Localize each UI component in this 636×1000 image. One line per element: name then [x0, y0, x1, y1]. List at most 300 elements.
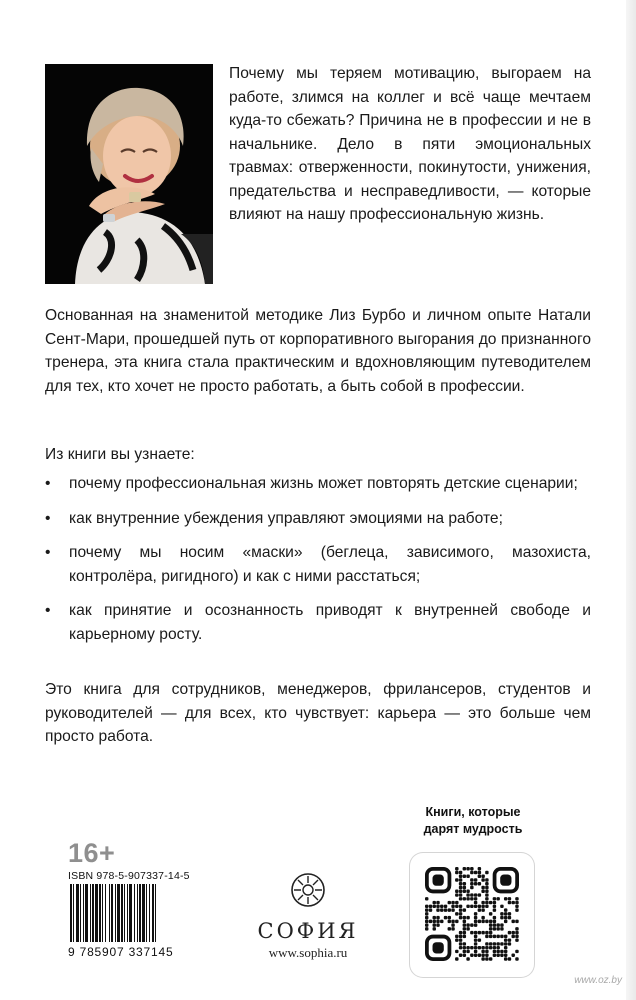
qr-module [500, 935, 503, 938]
qr-module [489, 927, 492, 930]
barcode-bar [80, 884, 81, 942]
qr-module [504, 957, 507, 960]
qr-module [496, 953, 499, 956]
qr-module [463, 927, 466, 930]
qr-module [478, 931, 481, 934]
qr-module [459, 890, 462, 893]
qr-module [481, 901, 484, 904]
qr-module [444, 905, 447, 908]
qr-module [451, 927, 454, 930]
qr-module [515, 957, 518, 960]
qr-module [485, 901, 488, 904]
qr-module [489, 931, 492, 934]
author-photo [45, 64, 213, 284]
qr-module [481, 886, 484, 889]
qr-module [466, 957, 469, 960]
barcode-bar [121, 884, 123, 942]
qr-module [459, 882, 462, 885]
qr-module [515, 927, 518, 930]
qr-module [515, 897, 518, 900]
qr-module [463, 953, 466, 956]
qr-module [436, 916, 439, 919]
qr-module [433, 916, 436, 919]
qr-module [500, 912, 503, 915]
barcode-bar [105, 884, 106, 942]
qr-module [463, 882, 466, 885]
qr-module [478, 946, 481, 949]
qr-module [463, 890, 466, 893]
qr-module [459, 931, 462, 934]
qr-module [504, 897, 507, 900]
description-paragraph: Основанная на знаменитой методике Лиз Бурбо и личном опыте Натали Сент-Мари, прошедшей путь от корпоративного выгорания до признанного тренера, эта книга стала практическим и вдохновляющим путеводителем для тех, кто хочет не просто работать, а быть собой в профессии. [45, 307, 591, 395]
qr-module [515, 901, 518, 904]
list-item [45, 507, 591, 531]
qr-code [425, 867, 519, 961]
barcode-bar [146, 884, 147, 942]
qr-module [500, 927, 503, 930]
qr-module [459, 893, 462, 896]
qr-module [474, 946, 477, 949]
qr-module [474, 938, 477, 941]
barcode-bar [111, 884, 113, 942]
qr-module [455, 890, 458, 893]
qr-module [508, 942, 511, 945]
qr-module [485, 893, 488, 896]
qr-module [466, 890, 469, 893]
list-item [45, 541, 591, 588]
qr-module [470, 893, 473, 896]
list-item-text: как внутренние убеждения управляют эмоциями на работе; [69, 509, 503, 527]
qr-module [459, 953, 462, 956]
qr-module [474, 912, 477, 915]
qr-module [455, 920, 458, 923]
qr-module [500, 923, 503, 926]
publisher-name: СОФИЯ [257, 919, 359, 943]
qr-module [493, 927, 496, 930]
qr-module [433, 901, 436, 904]
qr-module [504, 916, 507, 919]
qr-module [515, 938, 518, 941]
qr-module [496, 935, 499, 938]
qr-module [508, 938, 511, 941]
age-rating: 16+ [68, 838, 116, 868]
qr-module [504, 938, 507, 941]
qr-module [470, 867, 473, 870]
qr-module [489, 901, 492, 904]
qr-module [474, 916, 477, 919]
qr-module [466, 897, 469, 900]
qr-module [478, 875, 481, 878]
qr-module [466, 916, 469, 919]
qr-module [451, 923, 454, 926]
list-item [45, 599, 591, 646]
qr-module [451, 920, 454, 923]
qr-module [455, 878, 458, 881]
qr-module [455, 935, 458, 938]
qr-module [481, 950, 484, 953]
barcode-bar [139, 884, 141, 942]
qr-module [478, 871, 481, 874]
isbn-label: ISBN 978-5-907337-14-5 [68, 870, 190, 882]
qr-module [470, 931, 473, 934]
qr-module [448, 927, 451, 930]
qr-module [436, 908, 439, 911]
qr-module [485, 942, 488, 945]
qr-module [429, 905, 432, 908]
qr-module [459, 886, 462, 889]
qr-module [493, 901, 496, 904]
qr-code-frame [409, 852, 535, 978]
list-lead: Из книги вы узнаете: [45, 446, 195, 463]
barcode-bar [127, 884, 128, 942]
qr-module [485, 953, 488, 956]
qr-module [515, 905, 518, 908]
qr-module [504, 912, 507, 915]
qr-module [511, 953, 514, 956]
qr-module [515, 950, 518, 953]
qr-module [459, 875, 462, 878]
qr-module [504, 942, 507, 945]
qr-module [478, 953, 481, 956]
qr-module [463, 886, 466, 889]
barcode-bar [99, 884, 101, 942]
qr-module [485, 950, 488, 953]
qr-module [474, 901, 477, 904]
qr-module [455, 957, 458, 960]
qr-module [493, 935, 496, 938]
qr-module [470, 886, 473, 889]
publisher-logo [238, 870, 378, 961]
isbn-block [68, 870, 210, 959]
qr-module [500, 942, 503, 945]
barcode-bar [85, 884, 88, 942]
qr-module [455, 867, 458, 870]
qr-module [504, 920, 507, 923]
qr-module [481, 875, 484, 878]
intro-paragraph: Почему мы теряем мотивацию, выгораем на работе, злимся на коллег и всё чаще мечтаем куда-то сбежать? Причина не в профессии и не в начальнике. Дело в пяти эмоциональных травмах: отверженности, покинутости, унижения, предательства и несправедливости, — которые влияют на нашу профессиональную жизнь. [229, 65, 591, 223]
qr-module [481, 916, 484, 919]
qr-module [436, 920, 439, 923]
barcode-bar [142, 884, 145, 942]
barcode-bar [149, 884, 150, 942]
qr-module [425, 912, 428, 915]
qr-module [474, 882, 477, 885]
qr-module [481, 878, 484, 881]
qr-module [504, 953, 507, 956]
qr-module [493, 897, 496, 900]
qr-module [478, 905, 481, 908]
qr-module [481, 946, 484, 949]
qr-module [466, 923, 469, 926]
qr-module [455, 905, 458, 908]
qr-module [463, 908, 466, 911]
barcode-bar [70, 884, 72, 942]
qr-module [459, 905, 462, 908]
qr-module [459, 878, 462, 881]
qr-module [425, 923, 428, 926]
list-item-text: почему мы носим «маски» (беглеца, зависимого, мазохиста, контролёра, ригидного) и как с ними расстаться; [69, 544, 591, 585]
qr-module [429, 908, 432, 911]
qr-module [489, 920, 492, 923]
qr-module [455, 893, 458, 896]
qr-module [455, 950, 458, 953]
qr-module [463, 942, 466, 945]
qr-module [508, 931, 511, 934]
barcode-bar [92, 884, 94, 942]
qr-module [463, 875, 466, 878]
qr-module [500, 950, 503, 953]
qr-module [474, 920, 477, 923]
qr-module [485, 905, 488, 908]
qr-module [455, 938, 458, 941]
qr-module [459, 871, 462, 874]
qr-module [433, 927, 436, 930]
qr-module [448, 920, 451, 923]
qr-module [481, 931, 484, 934]
barcode-bar [152, 884, 154, 942]
qr-module [470, 923, 473, 926]
qr-module [496, 942, 499, 945]
qr-module [470, 897, 473, 900]
barcode-bar [124, 884, 125, 942]
qr-module [470, 882, 473, 885]
qr-module [451, 905, 454, 908]
qr-module [425, 920, 428, 923]
qr-module [511, 901, 514, 904]
qr-module [511, 920, 514, 923]
qr-module [511, 931, 514, 934]
qr-module [455, 901, 458, 904]
qr-module [493, 942, 496, 945]
qr-finder-pattern [495, 869, 518, 892]
qr-module [455, 912, 458, 915]
qr-module [508, 912, 511, 915]
list-item [45, 472, 591, 496]
qr-module [485, 935, 488, 938]
qr-module [485, 920, 488, 923]
qr-module [500, 916, 503, 919]
qr-module [470, 878, 473, 881]
sun-emblem-icon [288, 870, 328, 910]
qr-module [489, 946, 492, 949]
qr-module [489, 912, 492, 915]
qr-module [478, 938, 481, 941]
barcode-bar [95, 884, 98, 942]
qr-module [500, 953, 503, 956]
barcode-bar [102, 884, 103, 942]
author-portrait-image [45, 64, 213, 284]
qr-module [436, 901, 439, 904]
qr-module [496, 950, 499, 953]
qr-module [478, 893, 481, 896]
qr-module [504, 908, 507, 911]
qr-module [466, 927, 469, 930]
qr-module [493, 953, 496, 956]
qr-module [511, 935, 514, 938]
qr-module [463, 946, 466, 949]
qr-module [474, 942, 477, 945]
qr-module [459, 908, 462, 911]
qr-module [470, 905, 473, 908]
qr-module [474, 950, 477, 953]
qr-module [436, 905, 439, 908]
list-item-text: почему профессиональная жизнь может повторять детские сценарии; [69, 475, 578, 492]
qr-module [478, 882, 481, 885]
qr-module [440, 920, 443, 923]
closing-paragraph: Это книга для сотрудников, менеджеров, фрилансеров, студентов и руководителей — для всех, кто чувствует: карьера — это больше чем просто работа. [45, 681, 591, 745]
qr-module [496, 923, 499, 926]
qr-module [515, 935, 518, 938]
bullet-marker: • [45, 475, 51, 492]
qr-module [425, 916, 428, 919]
qr-module [508, 897, 511, 900]
qr-module [463, 923, 466, 926]
qr-module [508, 957, 511, 960]
qr-module [500, 905, 503, 908]
qr-module [448, 901, 451, 904]
barcode-bar [134, 884, 135, 942]
qr-module [474, 871, 477, 874]
qr-module [474, 923, 477, 926]
bullet-marker: • [45, 509, 51, 527]
qr-module [448, 916, 451, 919]
qr-module [474, 878, 477, 881]
qr-module [466, 905, 469, 908]
qr-module [429, 920, 432, 923]
qr-module [474, 905, 477, 908]
takeaways-list [45, 472, 591, 657]
qr-module [425, 905, 428, 908]
qr-module [459, 912, 462, 915]
qr-finder-pattern [427, 869, 450, 892]
barcode-bar [137, 884, 138, 942]
qr-module [481, 957, 484, 960]
qr-module [463, 916, 466, 919]
barcode-bar [129, 884, 132, 942]
qr-module [463, 897, 466, 900]
qr-module [459, 935, 462, 938]
qr-module [489, 935, 492, 938]
qr-module [444, 916, 447, 919]
qr-module [459, 916, 462, 919]
qr-module [496, 946, 499, 949]
qr-module [481, 890, 484, 893]
qr-module [451, 908, 454, 911]
qr-module [496, 897, 499, 900]
qr-module [474, 935, 477, 938]
qr-module [504, 950, 507, 953]
qr-module [463, 950, 466, 953]
qr-module [459, 942, 462, 945]
cover-edge [626, 0, 636, 1000]
qr-module [466, 946, 469, 949]
qr-module [481, 908, 484, 911]
qr-module [493, 920, 496, 923]
barcode-bar [73, 884, 74, 942]
qr-module [515, 908, 518, 911]
qr-module [466, 875, 469, 878]
qr-module [485, 886, 488, 889]
qr-module [474, 931, 477, 934]
qr-module [425, 908, 428, 911]
list-item-text: как принятие и осознанность приводят к внутренней свободе и карьерному росту. [69, 602, 591, 643]
barcode-bar [115, 884, 116, 942]
qr-module [444, 908, 447, 911]
qr-module [515, 931, 518, 934]
qr-module [451, 901, 454, 904]
qr-module [485, 957, 488, 960]
qr-module [485, 871, 488, 874]
qr-module [440, 905, 443, 908]
qr-module [493, 923, 496, 926]
qr-caption: Книги, которые дарят мудрость [423, 805, 523, 836]
qr-module [504, 935, 507, 938]
qr-module [508, 916, 511, 919]
qr-module [425, 927, 428, 930]
qr-module [478, 920, 481, 923]
bullet-marker: • [45, 602, 51, 619]
qr-module [433, 923, 436, 926]
qr-module [425, 897, 428, 900]
qr-module [489, 957, 492, 960]
qr-module [481, 953, 484, 956]
publisher-url[interactable]: www.sophia.ru [268, 945, 348, 960]
qr-module [470, 953, 473, 956]
barcode [68, 884, 210, 944]
qr-module [459, 946, 462, 949]
qr-module [485, 946, 488, 949]
qr-module [493, 946, 496, 949]
qr-module [463, 867, 466, 870]
qr-module [474, 897, 477, 900]
qr-module [436, 923, 439, 926]
qr-finder-pattern [427, 937, 450, 960]
qr-module [508, 901, 511, 904]
qr-module [478, 908, 481, 911]
barcode-bar [117, 884, 120, 942]
qr-module [515, 920, 518, 923]
barcode-number: 9 785907 337145 [68, 945, 174, 959]
qr-module [485, 882, 488, 885]
qr-module [485, 890, 488, 893]
bullet-marker: • [45, 544, 51, 561]
qr-module [493, 905, 496, 908]
qr-module [466, 950, 469, 953]
barcode-bar [83, 884, 84, 942]
barcode-bar [155, 884, 156, 942]
qr-module [448, 908, 451, 911]
qr-module [459, 897, 462, 900]
qr-module [433, 905, 436, 908]
qr-module [440, 908, 443, 911]
qr-module [463, 931, 466, 934]
qr-module [481, 905, 484, 908]
qr-module [463, 935, 466, 938]
qr-module [485, 931, 488, 934]
qr-module [478, 867, 481, 870]
qr-module [470, 871, 473, 874]
qr-module [466, 893, 469, 896]
qr-module [489, 942, 492, 945]
qr-module [466, 867, 469, 870]
qr-module [485, 878, 488, 881]
qr-module [474, 893, 477, 896]
qr-module [474, 953, 477, 956]
qr-module [493, 916, 496, 919]
qr-module [433, 920, 436, 923]
qr-module [493, 950, 496, 953]
barcode-bar [109, 884, 110, 942]
